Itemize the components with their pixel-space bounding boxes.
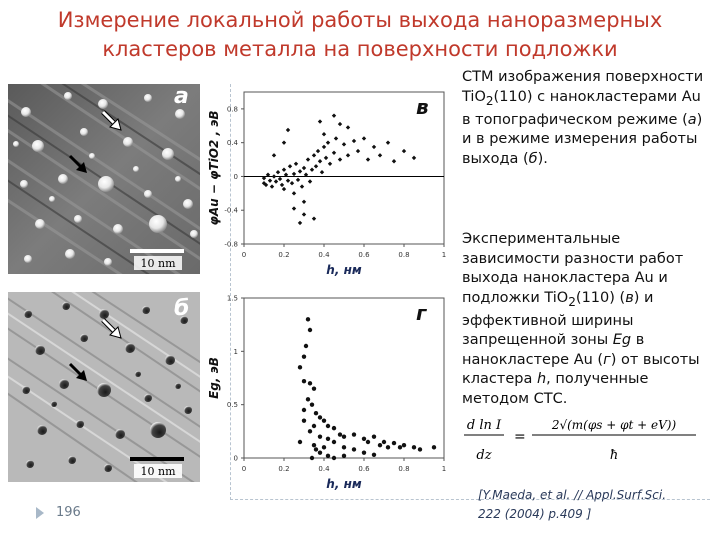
stm-topographic-picture — [8, 84, 200, 274]
data-point — [378, 443, 382, 447]
data-point — [362, 437, 366, 441]
formula-rhs-denominator: ħ — [609, 448, 619, 463]
formula-lhs-numerator: d ln I — [466, 418, 502, 433]
data-point — [328, 162, 332, 166]
data-point — [286, 128, 290, 132]
data-point — [312, 216, 316, 220]
data-point — [362, 136, 366, 140]
data-point — [352, 432, 356, 436]
formula-svg — [462, 415, 702, 465]
data-point — [322, 445, 326, 449]
data-point — [352, 447, 356, 451]
x-tick-label: 0 — [241, 251, 247, 259]
desc1-text-c: ) и в режиме измерения работы выхода ( — [462, 111, 703, 167]
x-tick-label: 0.4 — [318, 251, 330, 259]
data-point — [346, 153, 350, 157]
panel-letter-b: б — [174, 296, 190, 321]
data-point — [326, 437, 330, 441]
y-tick-label: 0.8 — [226, 105, 238, 114]
data-point — [298, 169, 302, 173]
data-point — [326, 424, 330, 428]
data-point — [280, 183, 284, 187]
data-point — [302, 166, 306, 170]
data-point — [386, 445, 390, 449]
data-point — [282, 167, 286, 171]
desc2-italic-c: г — [603, 351, 611, 368]
data-point — [272, 174, 276, 178]
data-point — [372, 434, 376, 438]
x-axis-label: h, нм — [326, 477, 362, 491]
data-point — [314, 411, 318, 415]
data-point — [276, 170, 280, 174]
data-point — [318, 415, 322, 419]
title-line-2: кластеров металла на поверхности подложки — [102, 37, 618, 61]
data-point — [310, 402, 314, 406]
desc2-italic-b: Eg — [612, 332, 632, 349]
desc2-text-b: (110) ( — [575, 289, 626, 306]
data-point — [312, 424, 316, 428]
data-point — [402, 443, 406, 447]
data-point — [324, 156, 328, 160]
data-point — [314, 164, 318, 168]
data-point — [308, 381, 312, 385]
data-point — [372, 145, 376, 149]
data-point — [302, 212, 306, 216]
data-point — [432, 445, 436, 449]
data-point — [314, 447, 318, 451]
description-paragraph-1 — [462, 68, 710, 169]
x-tick-label: 0.6 — [358, 251, 370, 259]
data-point — [292, 172, 296, 176]
reference-line-1: [Y.Maeda, et al. // Appl.Surf.Sci. — [478, 488, 667, 502]
plot-band-gap — [200, 288, 460, 494]
x-tick-label: 1 — [441, 465, 447, 473]
data-point — [332, 440, 336, 444]
x-tick-label: 0.4 — [318, 465, 330, 473]
desc2-text-e: ) от высоты кластера — [462, 351, 700, 388]
data-point — [288, 164, 292, 168]
data-point — [294, 162, 298, 166]
formula — [462, 415, 702, 465]
data-point — [382, 440, 386, 444]
panel-letter: в — [416, 95, 429, 119]
x-tick-label: 0 — [241, 465, 247, 473]
desc1-italic-b: б — [528, 150, 538, 167]
y-tick-label: 1.5 — [226, 294, 238, 303]
x-tick-label: 0.8 — [398, 465, 410, 473]
data-point — [342, 142, 346, 146]
data-point — [356, 149, 360, 153]
data-point — [326, 454, 330, 458]
x-tick-label: 0.8 — [398, 251, 410, 259]
data-point — [292, 206, 296, 210]
data-point — [342, 454, 346, 458]
reference — [478, 486, 708, 524]
data-point — [290, 181, 294, 185]
y-tick-label: 0 — [233, 172, 238, 181]
data-point — [332, 151, 336, 155]
data-point — [286, 178, 290, 182]
data-point — [298, 365, 302, 369]
title-line-1: Измерение локальной работы выхода наноразмерных — [57, 8, 663, 32]
data-point — [392, 441, 396, 445]
y-tick-label: -0.8 — [224, 240, 238, 249]
data-point — [372, 453, 376, 457]
data-point — [366, 157, 370, 161]
data-point — [300, 184, 304, 188]
data-point — [308, 429, 312, 433]
data-point — [302, 354, 306, 358]
data-point — [366, 440, 370, 444]
desc1-text-d: ). — [537, 150, 548, 167]
stm-image-topographic — [8, 84, 200, 274]
data-point — [378, 153, 382, 157]
data-point — [316, 149, 320, 153]
y-tick-label: 0.5 — [226, 401, 238, 410]
data-point — [352, 139, 356, 143]
desc2-italic-a: в — [625, 289, 634, 306]
data-point — [302, 379, 306, 383]
data-point — [398, 445, 402, 449]
desc1-text-a: СТМ изображения поверхности TiO — [462, 69, 704, 105]
data-point — [322, 132, 326, 136]
data-point — [312, 443, 316, 447]
stm-work-function-picture — [8, 292, 200, 482]
slide-title — [0, 6, 720, 64]
plot-work-function-svg — [200, 84, 460, 284]
desc1-text-b: (110) с нанокластерами Au в топографическом режиме ( — [462, 88, 701, 128]
desc1-italic-a: а — [687, 111, 697, 128]
page-arrow-icon — [36, 507, 44, 519]
x-tick-label: 1 — [441, 251, 447, 259]
data-point — [310, 167, 314, 171]
x-tick-label: 0.2 — [278, 465, 290, 473]
y-axis-label: φAu − φTiO2 , эВ — [207, 110, 221, 226]
data-point — [302, 408, 306, 412]
data-point — [338, 157, 342, 161]
data-point — [272, 153, 276, 157]
formula-rhs-numerator: 2√(m(φs + φt + eV)) — [551, 418, 677, 432]
description-paragraph-2 — [462, 230, 710, 409]
y-tick-label: 0 — [233, 454, 238, 463]
desc1-sub: 2 — [485, 93, 494, 108]
x-tick-label: 0.2 — [278, 251, 290, 259]
scale-bar-label: 10 nm — [140, 465, 176, 478]
scale-bar-label: 10 nm — [140, 257, 176, 270]
desc2-text-d: в нанокластере Au ( — [462, 332, 645, 368]
data-point — [412, 156, 416, 160]
data-point — [320, 170, 324, 174]
data-point — [318, 434, 322, 438]
desc2-text-a: Экспериментальные зависимости разности работ выхода нанокластера Au и подложки TiO — [462, 231, 684, 306]
data-point — [338, 122, 342, 126]
data-point — [312, 153, 316, 157]
y-tick-label: -0.4 — [224, 206, 238, 215]
data-point — [418, 447, 422, 451]
page-number: 196 — [56, 505, 81, 520]
data-point — [292, 191, 296, 195]
data-point — [298, 221, 302, 225]
plot-frame — [244, 92, 444, 244]
panel-letter: г — [416, 301, 427, 325]
data-point — [326, 140, 330, 144]
data-point — [306, 157, 310, 161]
data-point — [308, 328, 312, 332]
svg-text:=: = — [514, 429, 526, 445]
x-axis-label: h, нм — [326, 263, 362, 277]
panel-letter-a: а — [174, 84, 189, 109]
formula-lhs-denominator: dz — [476, 448, 492, 463]
data-point — [270, 184, 274, 188]
data-point — [306, 397, 310, 401]
data-point — [392, 159, 396, 163]
plot-frame — [244, 298, 444, 458]
data-point — [304, 344, 308, 348]
reference-line-2: 222 (2004) p.409 ] — [478, 507, 592, 521]
data-point — [298, 440, 302, 444]
plot-work-function-difference — [200, 84, 460, 284]
data-point — [402, 149, 406, 153]
stm-image-work-function — [8, 292, 200, 482]
data-point — [296, 178, 300, 182]
data-point — [302, 418, 306, 422]
data-point — [278, 177, 282, 181]
data-point — [306, 317, 310, 321]
data-point — [342, 434, 346, 438]
data-point — [312, 386, 316, 390]
data-point — [332, 113, 336, 117]
data-point — [318, 159, 322, 163]
data-point — [318, 450, 322, 454]
y-tick-label: 0.4 — [226, 139, 238, 148]
data-point — [412, 445, 416, 449]
data-point — [274, 179, 278, 183]
data-point — [302, 200, 306, 204]
data-point — [310, 456, 314, 460]
data-point — [334, 136, 338, 140]
data-point — [342, 445, 346, 449]
data-point — [282, 187, 286, 191]
y-tick-label: 1 — [233, 347, 238, 356]
data-point — [332, 456, 336, 460]
desc2-text-f: , полученные методом СТС. — [462, 371, 649, 407]
desc2-italic-d: h — [536, 371, 547, 388]
data-point — [346, 125, 350, 129]
data-point — [268, 178, 272, 182]
data-point — [362, 450, 366, 454]
y-axis-label: Eg, эВ — [207, 357, 221, 399]
desc2-sub: 2 — [568, 294, 576, 309]
data-point — [318, 119, 322, 123]
data-point — [322, 418, 326, 422]
data-point — [308, 179, 312, 183]
data-point — [332, 426, 336, 430]
data-point — [322, 145, 326, 149]
x-tick-label: 0.6 — [358, 465, 370, 473]
desc2-text-c: ) и эффективной ширины запрещенной зоны — [462, 289, 654, 349]
data-point — [282, 140, 286, 144]
data-point — [338, 432, 342, 436]
plot-band-gap-svg — [200, 288, 460, 494]
data-point — [386, 140, 390, 144]
